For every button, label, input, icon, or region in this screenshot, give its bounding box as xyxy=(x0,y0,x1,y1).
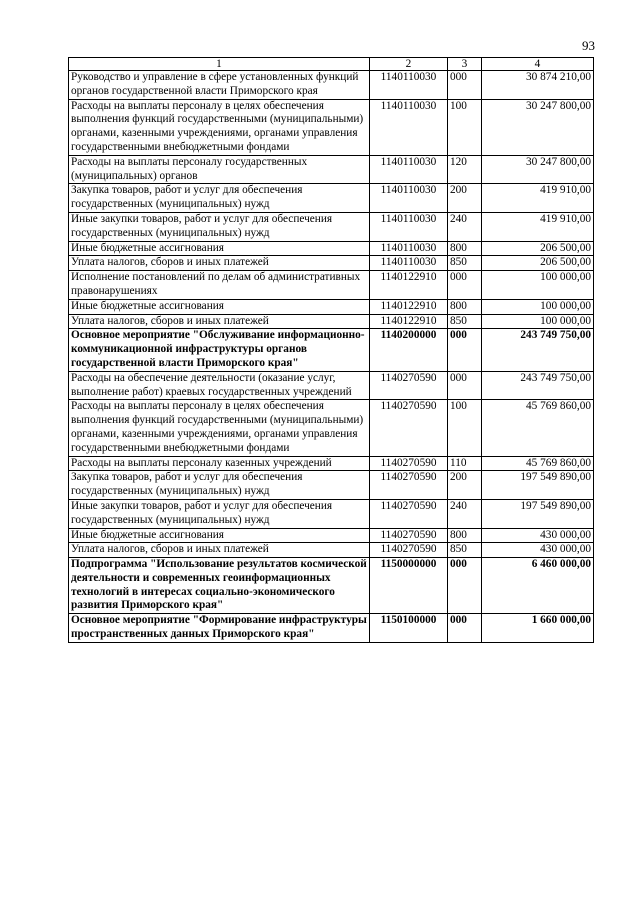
row-sum-cell: 30 247 800,00 xyxy=(482,99,594,155)
row-sum-cell: 100 000,00 xyxy=(482,299,594,314)
row-sum-cell: 430 000,00 xyxy=(482,528,594,543)
row-type-cell: 000 xyxy=(448,371,482,400)
table-row xyxy=(69,329,594,371)
row-sum-cell: 206 500,00 xyxy=(482,256,594,271)
table-row xyxy=(69,184,594,213)
row-type-cell: 200 xyxy=(448,184,482,213)
header-col-3: 3 xyxy=(448,58,482,71)
table-row xyxy=(69,614,594,643)
row-sum-cell: 430 000,00 xyxy=(482,543,594,558)
row-sum-cell: 206 500,00 xyxy=(482,241,594,256)
row-code-cell: 1140270590 xyxy=(370,499,448,528)
row-code-cell: 1140270590 xyxy=(370,456,448,471)
table-row xyxy=(69,314,594,329)
table-row xyxy=(69,299,594,314)
row-code-cell: 1140270590 xyxy=(370,543,448,558)
row-type-cell: 200 xyxy=(448,471,482,500)
row-type-cell: 240 xyxy=(448,212,482,241)
row-name-cell: Уплата налогов, сборов и иных платежей xyxy=(69,543,370,558)
row-sum-cell: 6 460 000,00 xyxy=(482,558,594,614)
row-name-cell: Расходы на выплаты персоналу в целях обеспечения выполнения функций государственными (муниципальными) органами, казенными учреждениями, органами управления государственными внебюджетными фондами xyxy=(69,400,370,456)
row-sum-cell: 419 910,00 xyxy=(482,184,594,213)
row-code-cell: 1140110030 xyxy=(370,99,448,155)
table-row xyxy=(69,155,594,184)
table-row xyxy=(69,543,594,558)
row-name-cell: Руководство и управление в сфере установленных функций органов государственной власти Приморского края xyxy=(69,71,370,100)
table-row xyxy=(69,371,594,400)
row-type-cell: 100 xyxy=(448,99,482,155)
row-code-cell: 1140110030 xyxy=(370,256,448,271)
row-name-cell: Иные бюджетные ассигнования xyxy=(69,528,370,543)
row-name-cell: Закупка товаров, работ и услуг для обеспечения государственных (муниципальных) нужд xyxy=(69,471,370,500)
row-name-cell: Основное мероприятие "Формирование инфраструктуры пространственных данных Приморского края" xyxy=(69,614,370,643)
row-sum-cell: 243 749 750,00 xyxy=(482,371,594,400)
table-row xyxy=(69,271,594,300)
row-code-cell: 1140270590 xyxy=(370,471,448,500)
header-col-4: 4 xyxy=(482,58,594,71)
row-sum-cell: 45 769 860,00 xyxy=(482,456,594,471)
budget-table xyxy=(68,57,594,643)
row-sum-cell: 100 000,00 xyxy=(482,271,594,300)
row-name-cell: Уплата налогов, сборов и иных платежей xyxy=(69,314,370,329)
row-sum-cell: 419 910,00 xyxy=(482,212,594,241)
row-code-cell: 1140110030 xyxy=(370,71,448,100)
row-code-cell: 1150100000 xyxy=(370,614,448,643)
row-code-cell: 1140270590 xyxy=(370,528,448,543)
row-type-cell: 000 xyxy=(448,71,482,100)
table-row xyxy=(69,400,594,456)
table-row xyxy=(69,71,594,100)
table-row xyxy=(69,256,594,271)
row-sum-cell: 30 874 210,00 xyxy=(482,71,594,100)
row-name-cell: Уплата налогов, сборов и иных платежей xyxy=(69,256,370,271)
row-type-cell: 850 xyxy=(448,314,482,329)
row-code-cell: 1140270590 xyxy=(370,371,448,400)
row-name-cell: Иные закупки товаров, работ и услуг для обеспечения государственных (муниципальных) нужд xyxy=(69,212,370,241)
row-code-cell: 1140122910 xyxy=(370,299,448,314)
table-row xyxy=(69,471,594,500)
row-name-cell: Основное мероприятие "Обслуживание информационно-коммуникационной инфраструктуры органов государственной власти Приморского края" xyxy=(69,329,370,371)
row-code-cell: 1140200000 xyxy=(370,329,448,371)
row-type-cell: 800 xyxy=(448,528,482,543)
table-row xyxy=(69,499,594,528)
row-code-cell: 1140122910 xyxy=(370,314,448,329)
row-type-cell: 240 xyxy=(448,499,482,528)
row-code-cell: 1140122910 xyxy=(370,271,448,300)
row-code-cell: 1140110030 xyxy=(370,155,448,184)
row-type-cell: 100 xyxy=(448,400,482,456)
header-col-1: 1 xyxy=(69,58,370,71)
row-type-cell: 120 xyxy=(448,155,482,184)
row-code-cell: 1140270590 xyxy=(370,400,448,456)
row-name-cell: Иные закупки товаров, работ и услуг для обеспечения государственных (муниципальных) нужд xyxy=(69,499,370,528)
row-sum-cell: 197 549 890,00 xyxy=(482,471,594,500)
row-code-cell: 1140110030 xyxy=(370,241,448,256)
row-type-cell: 800 xyxy=(448,241,482,256)
row-name-cell: Исполнение постановлений по делам об административных правонарушениях xyxy=(69,271,370,300)
row-name-cell: Расходы на выплаты персоналу в целях обеспечения выполнения функций государственными (муниципальными) органами, казенными учреждениями, органами управления государственными внебюджетными фондами xyxy=(69,99,370,155)
row-type-cell: 000 xyxy=(448,329,482,371)
row-sum-cell: 197 549 890,00 xyxy=(482,499,594,528)
row-name-cell: Иные бюджетные ассигнования xyxy=(69,241,370,256)
row-name-cell: Иные бюджетные ассигнования xyxy=(69,299,370,314)
row-sum-cell: 30 247 800,00 xyxy=(482,155,594,184)
page-number: 93 xyxy=(582,38,595,53)
row-code-cell: 1150000000 xyxy=(370,558,448,614)
row-type-cell: 000 xyxy=(448,558,482,614)
table-row xyxy=(69,558,594,614)
row-type-cell: 000 xyxy=(448,614,482,643)
row-name-cell: Расходы на выплаты персоналу государственных (муниципальных) органов xyxy=(69,155,370,184)
row-code-cell: 1140110030 xyxy=(370,184,448,213)
table-row xyxy=(69,528,594,543)
row-sum-cell: 1 660 000,00 xyxy=(482,614,594,643)
table-row xyxy=(69,241,594,256)
table-row xyxy=(69,212,594,241)
row-type-cell: 110 xyxy=(448,456,482,471)
header-col-2: 2 xyxy=(370,58,448,71)
row-type-cell: 800 xyxy=(448,299,482,314)
row-name-cell: Закупка товаров, работ и услуг для обеспечения государственных (муниципальных) нужд xyxy=(69,184,370,213)
row-sum-cell: 243 749 750,00 xyxy=(482,329,594,371)
row-type-cell: 850 xyxy=(448,543,482,558)
table-row xyxy=(69,99,594,155)
table-body xyxy=(69,71,594,643)
row-type-cell: 850 xyxy=(448,256,482,271)
row-name-cell: Подпрограмма "Использование результатов космической деятельности и современных геоинформационных технологий в интересах социально-экономического развития Приморского края" xyxy=(69,558,370,614)
row-code-cell: 1140110030 xyxy=(370,212,448,241)
row-name-cell: Расходы на обеспечение деятельности (оказание услуг, выполнение работ) краевых государственных учреждений xyxy=(69,371,370,400)
row-type-cell: 000 xyxy=(448,271,482,300)
row-sum-cell: 45 769 860,00 xyxy=(482,400,594,456)
row-name-cell: Расходы на выплаты персоналу казенных учреждений xyxy=(69,456,370,471)
row-sum-cell: 100 000,00 xyxy=(482,314,594,329)
table-header-row xyxy=(69,58,594,71)
table-row xyxy=(69,456,594,471)
